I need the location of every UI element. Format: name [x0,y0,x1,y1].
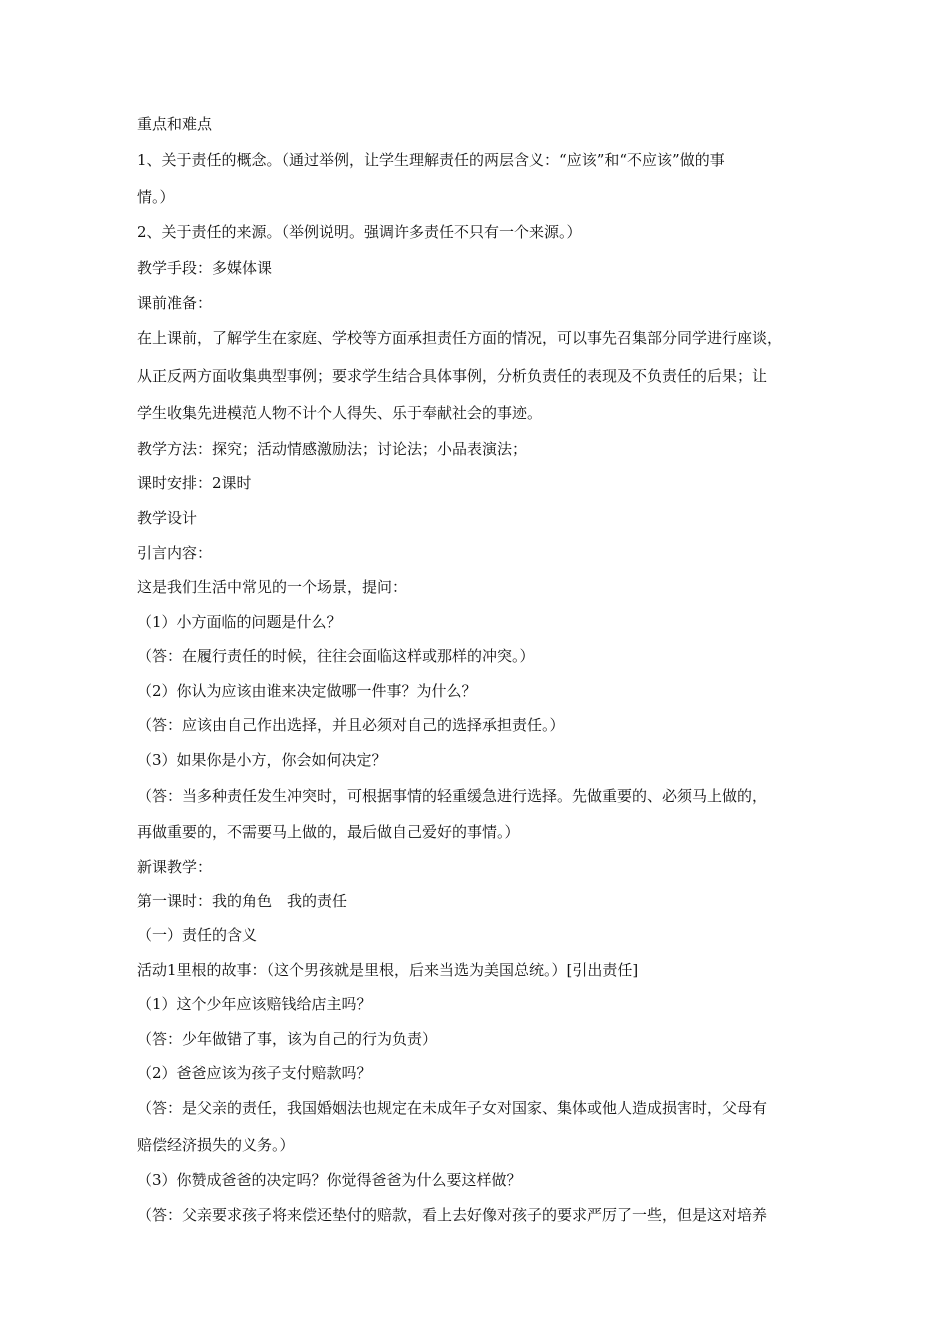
paragraph-line: 课前准备： [137,294,213,312]
answer-line: （答：少年做错了事，该为自己的行为负责） [137,1030,438,1048]
answer-line: （答：在履行责任的时候，往往会面临这样或那样的冲突。） [137,647,535,665]
heading-key-points: 重点和难点 [137,115,213,133]
paragraph-line: 教学方法：探究；活动情感激励法；讨论法；小品表演法； [137,440,528,458]
question-line: （2）爸爸应该为孩子支付赔款吗？ [137,1064,372,1082]
question-line: （1）这个少年应该赔钱给店主吗？ [137,995,372,1013]
paragraph-line: 1、关于责任的概念。（通过举例，让学生理解责任的两层含义：“应该”和“不应该”做的事 [137,151,725,169]
answer-line: （答：应该由自己作出选择，并且必须对自己的选择承担责任。） [137,716,565,734]
paragraph-line: 2、关于责任的来源。（举例说明。强调许多责任不只有一个来源。） [137,223,582,241]
section-heading: 新课教学： [137,858,213,876]
subsection-heading: （一）责任的含义 [137,926,258,944]
paragraph-line: 学生收集先进模范人物不计个人得失、乐于奉献社会的事迹。 [137,404,543,422]
answer-line: （答：是父亲的责任，我国婚姻法也规定在未成年子女对国家、集体或他人造成损害时，父母有 [137,1099,768,1117]
paragraph-line: 教学手段：多媒体课 [137,259,273,277]
section-heading: 教学设计 [137,509,198,527]
paragraph-line: 第一课时：我的角色 我的责任 [137,892,348,910]
paragraph-line: 活动1里根的故事：（这个男孩就是里根，后来当选为美国总统。）[引出责任] [137,961,639,979]
answer-line: 再做重要的，不需要马上做的，最后做自己爱好的事情。） [137,823,520,841]
paragraph-line: 在上课前，了解学生在家庭、学校等方面承担责任方面的情况，可以事先召集部分同学进行座谈， [137,329,783,347]
paragraph-line: 这是我们生活中常见的一个场景，提问： [137,578,408,596]
paragraph-line: 情。） [137,188,175,206]
question-line: （2）你认为应该由谁来决定做哪一件事？为什么？ [137,682,477,700]
answer-line: （答：父亲要求孩子将来偿还垫付的赔款，看上去好像对孩子的要求严厉了一些，但是这对培养 [137,1206,768,1224]
question-line: （3）如果你是小方，你会如何决定？ [137,751,387,769]
answer-line: 赔偿经济损失的义务。） [137,1136,295,1154]
paragraph-line: 课时安排：2课时 [137,474,252,492]
paragraph-line: 从正反两方面收集典型事例；要求学生结合具体事例，分析负责任的表现及不负责任的后果；让 [137,367,768,385]
question-line: （1）小方面临的问题是什么？ [137,613,342,631]
question-line: （3）你赞成爸爸的决定吗？你觉得爸爸为什么要这样做？ [137,1171,522,1189]
paragraph-line: 引言内容： [137,544,213,562]
answer-line: （答：当多种责任发生冲突时，可根据事情的轻重缓急进行选择。先做重要的、必须马上做的， [137,787,768,805]
